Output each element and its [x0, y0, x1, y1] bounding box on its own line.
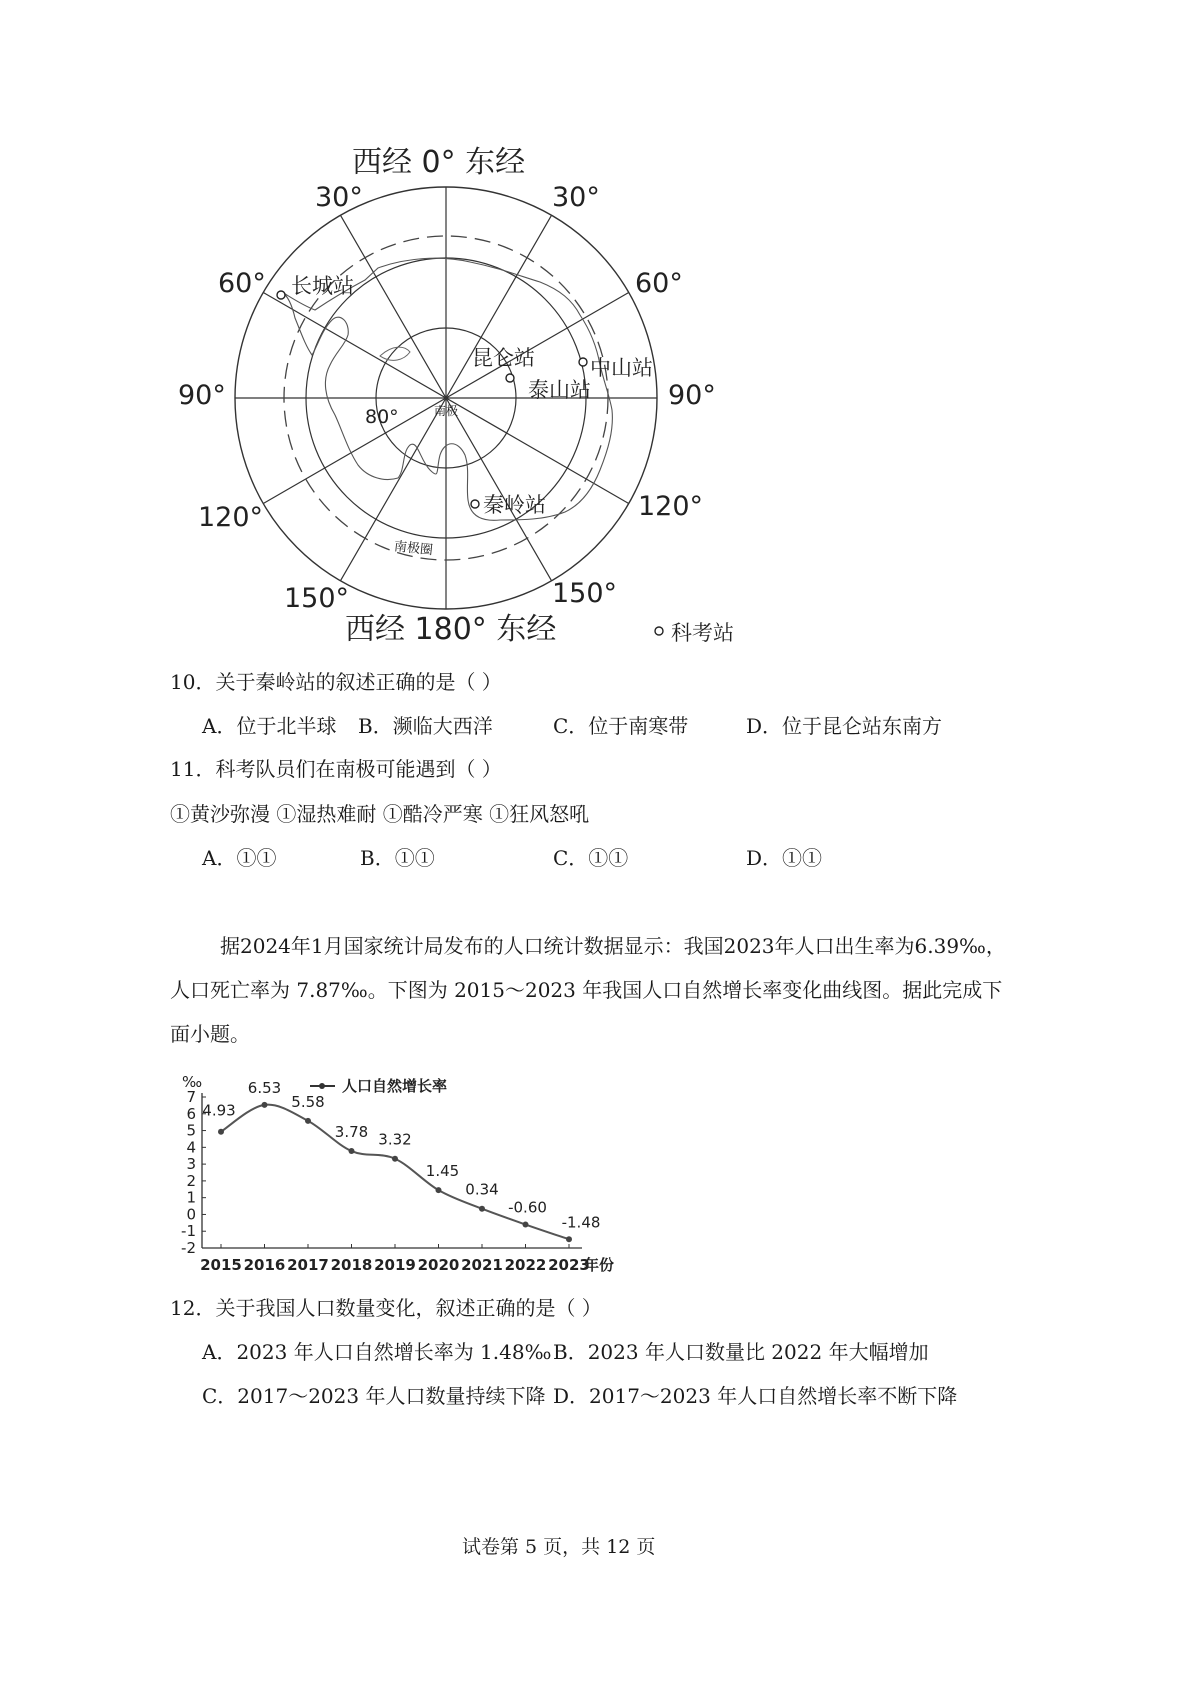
- x-tick-label: 2016: [243, 1256, 286, 1274]
- population-growth-chart: [170, 1070, 630, 1280]
- legend-label: 人口自然增长率: [342, 1077, 448, 1095]
- data-point: [218, 1129, 224, 1135]
- data-label: 0.34: [465, 1180, 499, 1199]
- q11-option-d[interactable]: D．①①: [746, 846, 823, 870]
- data-label: 5.58: [291, 1092, 325, 1111]
- data-label: -1.48: [561, 1213, 601, 1232]
- south-pole-label: 南极: [434, 404, 459, 418]
- q10-stem: 10．关于秦岭站的叙述正确的是（ ）: [170, 670, 502, 694]
- data-point: [436, 1187, 442, 1193]
- x-tick-label: 2017: [287, 1256, 329, 1274]
- y-tick-label: 4: [186, 1138, 196, 1157]
- data-label: 3.32: [378, 1130, 412, 1149]
- data-label: 6.53: [247, 1078, 282, 1097]
- deg-60-left: 60°: [218, 268, 266, 299]
- y-tick-label: -1: [181, 1222, 196, 1241]
- q10-option-c[interactable]: C．位于南寒带: [553, 714, 689, 738]
- qinling-station-label: 秦岭站: [483, 493, 546, 517]
- q12-option-d[interactable]: D．2017～2023 年人口自然增长率不断下降: [553, 1384, 958, 1408]
- x-tick-label: 2021: [461, 1256, 503, 1274]
- antarctica-map: [170, 140, 770, 700]
- data-point: [262, 1102, 268, 1108]
- qinling-station-marker: [471, 500, 479, 508]
- y-tick-label: 7: [186, 1088, 196, 1106]
- deg-30-right: 30°: [552, 182, 600, 213]
- data-point: [392, 1156, 398, 1162]
- changcheng-station-marker: [277, 291, 285, 299]
- y-tick-label: 0: [186, 1205, 196, 1224]
- series-line-natural-growth: [221, 1105, 569, 1240]
- zhongshan-station-label: 中山站: [590, 356, 653, 380]
- x-tick-label: 2022: [504, 1256, 547, 1274]
- map-bottom-label: 西经 180° 东经: [345, 612, 557, 647]
- deg-150-left: 150°: [284, 583, 350, 614]
- q10-option-a[interactable]: A．位于北半球: [202, 714, 337, 738]
- y-tick-label: 2: [186, 1171, 196, 1190]
- x-tick-label: 2020: [417, 1256, 460, 1274]
- x-tick-label: 2018: [330, 1256, 373, 1274]
- deg-120-left: 120°: [198, 502, 264, 533]
- x-axis-label: 年份: [584, 1256, 615, 1274]
- passage-line-1: 据2024年1月国家统计局发布的人口统计数据显示：我国2023年人口出生率为6.39‰，: [220, 934, 1006, 958]
- y-tick-label: -2: [181, 1239, 196, 1257]
- deg-90-left: 90°: [178, 380, 226, 411]
- data-point: [479, 1206, 485, 1212]
- data-label: 3.78: [334, 1123, 369, 1142]
- data-point: [523, 1222, 529, 1228]
- data-point: [305, 1118, 311, 1124]
- data-point: [566, 1236, 572, 1242]
- antarctic-circle-label: 南极圈: [393, 539, 434, 559]
- map-top-label: 西经 0° 东经: [352, 145, 526, 180]
- page-footer: 试卷第 5 页，共 12 页: [462, 1536, 656, 1558]
- lat-80-label: 80°: [365, 406, 399, 428]
- y-tick-label: 6: [186, 1104, 196, 1123]
- q12-stem: 12．关于我国人口数量变化，叙述正确的是（ ）: [170, 1296, 602, 1320]
- q11-option-c[interactable]: C．①①: [553, 846, 629, 870]
- q10-option-b[interactable]: B．濒临大西洋: [358, 714, 493, 738]
- q11-option-a[interactable]: A．①①: [202, 846, 277, 870]
- x-tick-label: 2015: [200, 1256, 242, 1274]
- passage-line-3: 面小题。: [170, 1022, 250, 1046]
- data-label: 4.93: [202, 1101, 236, 1120]
- data-point: [349, 1148, 355, 1154]
- changcheng-station-label: 长城站: [291, 274, 354, 298]
- x-tick-label: 2019: [374, 1256, 416, 1274]
- data-label: 1.45: [425, 1162, 460, 1181]
- deg-60-right: 60°: [635, 268, 683, 299]
- y-tick-label: 3: [186, 1155, 196, 1174]
- zhongshan-station-marker: [579, 358, 587, 366]
- meridian-lines: [235, 187, 657, 609]
- q12-option-c[interactable]: C．2017～2023 年人口数量持续下降: [202, 1384, 546, 1408]
- deg-120-right: 120°: [638, 491, 704, 522]
- legend-station-icon: [655, 627, 663, 635]
- x-tick-label: 2023: [548, 1256, 590, 1274]
- data-label: -0.60: [508, 1198, 547, 1217]
- kunlun-station-marker: [506, 374, 514, 382]
- y-axis-unit: ‰: [182, 1073, 203, 1091]
- passage-line-2: 人口死亡率为 7.87‰。下图为 2015～2023 年我国人口自然增长率变化曲线图。据此完成下: [170, 978, 1003, 1002]
- y-tick-label: 1: [186, 1188, 196, 1207]
- q11-stem: 11．科考队员们在南极可能遇到（ ）: [170, 757, 502, 781]
- q10-option-d[interactable]: D．位于昆仑站东南方: [746, 714, 943, 738]
- q12-option-b[interactable]: B．2023 年人口数量比 2022 年大幅增加: [553, 1340, 929, 1364]
- legend-label: 科考站: [671, 621, 734, 645]
- deg-30-left: 30°: [315, 182, 363, 213]
- taishan-station-label: 泰山站: [528, 378, 591, 402]
- kunlun-station-label: 昆仑站: [472, 346, 535, 370]
- q11-items: ①黄沙弥漫 ①湿热难耐 ①酷冷严寒 ①狂风怒吼: [170, 802, 590, 826]
- deg-150-right: 150°: [552, 578, 618, 609]
- y-tick-label: 5: [186, 1121, 196, 1140]
- legend-marker: [319, 1083, 325, 1089]
- q11-option-b[interactable]: B．①①: [360, 846, 435, 870]
- deg-90-right: 90°: [668, 380, 716, 411]
- q12-option-a[interactable]: A．2023 年人口自然增长率为 1.48‰: [202, 1340, 552, 1364]
